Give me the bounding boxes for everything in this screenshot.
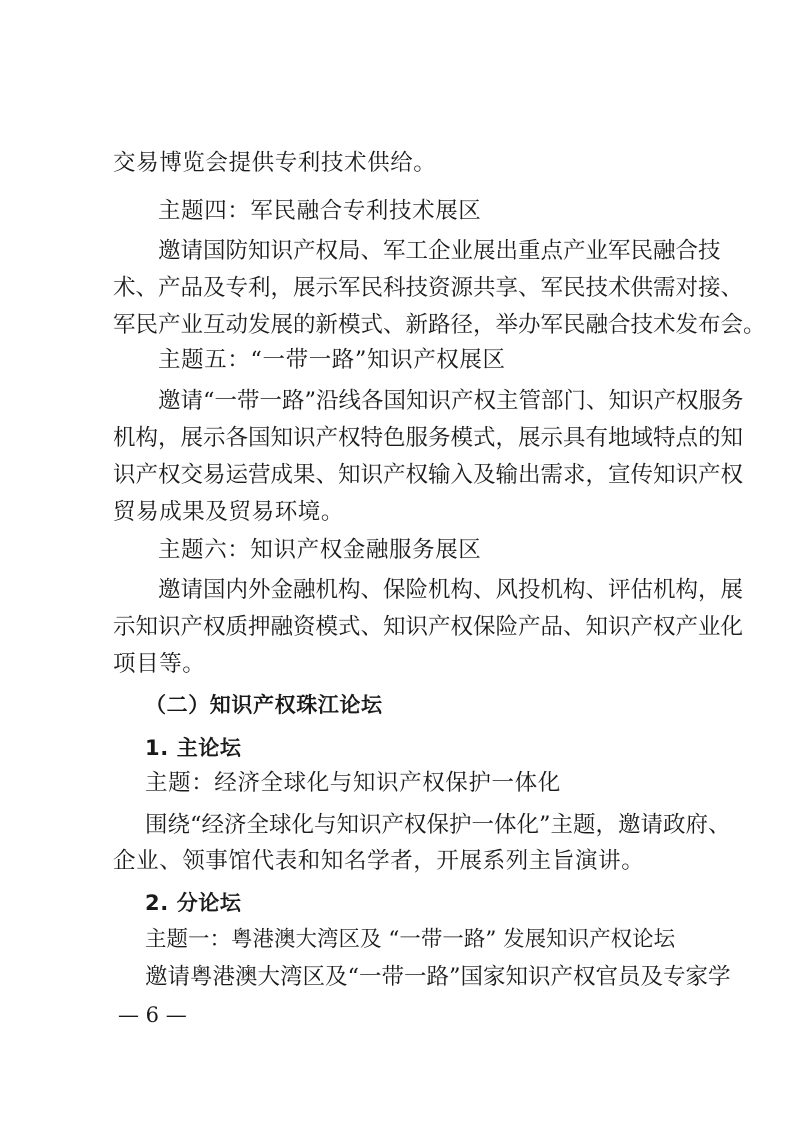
paragraph-line: 邀请国防知识产权局、军工企业展出重点产业军民融合技 <box>158 238 721 264</box>
paragraph-line: 主题一：粤港澳大湾区及 “一带一路” 发展知识产权论坛 <box>145 927 676 952</box>
paragraph-line: 邀请粤港澳大湾区及“一带一路”国家知识产权官员及专家学 <box>145 964 731 990</box>
paragraph-line: 术、产品及专利，展示军民科技资源共享、军民技术供需对接、 <box>113 275 744 301</box>
paragraph-line: 军民产业互动发展的新模式、新路径，举办军民融合技术发布会。 <box>113 312 766 338</box>
paragraph-line: 围绕“经济全球化与知识产权保护一体化”主题，邀请政府、 <box>145 812 731 838</box>
paragraph-line: 识产权交易运营成果、知识产权输入及输出需求，宣传知识产权 <box>113 462 744 488</box>
subsection-heading-main-forum: 1. 主论坛 <box>145 736 242 760</box>
page-number: — 6 — <box>118 1003 187 1027</box>
paragraph-line: 主题：经济全球化与知识产权保护一体化 <box>145 770 561 796</box>
section-heading-theme-5: 主题五：“一带一路”知识产权展区 <box>158 347 506 373</box>
section-heading-forum: （二）知识产权珠江论坛 <box>145 693 383 717</box>
section-heading-theme-4: 主题四：军民融合专利技术展区 <box>158 198 482 224</box>
paragraph-line: 企业、领事馆代表和知名学者，开展系列主旨演讲。 <box>113 848 645 874</box>
section-heading-theme-6: 主题六：知识产权金融服务展区 <box>158 537 482 563</box>
paragraph-line: 项目等。 <box>113 651 206 677</box>
paragraph-line: 交易博览会提供专利技术供给。 <box>113 150 437 176</box>
paragraph-line: 机构，展示各国知识产权特色服务模式，展示具有地域特点的知 <box>113 425 744 451</box>
subsection-heading-sub-forum: 2. 分论坛 <box>145 891 242 915</box>
paragraph-line: 贸易成果及贸易环境。 <box>113 499 345 525</box>
paragraph-line: 邀请国内外金融机构、保险机构、风投机构、评估机构，展 <box>158 577 744 603</box>
paragraph-line: 示知识产权质押融资模式、知识产权保险产品、知识产权产业化 <box>113 614 744 640</box>
paragraph-line: 邀请“一带一路”沿线各国知识产权主管部门、知识产权服务 <box>158 388 744 414</box>
